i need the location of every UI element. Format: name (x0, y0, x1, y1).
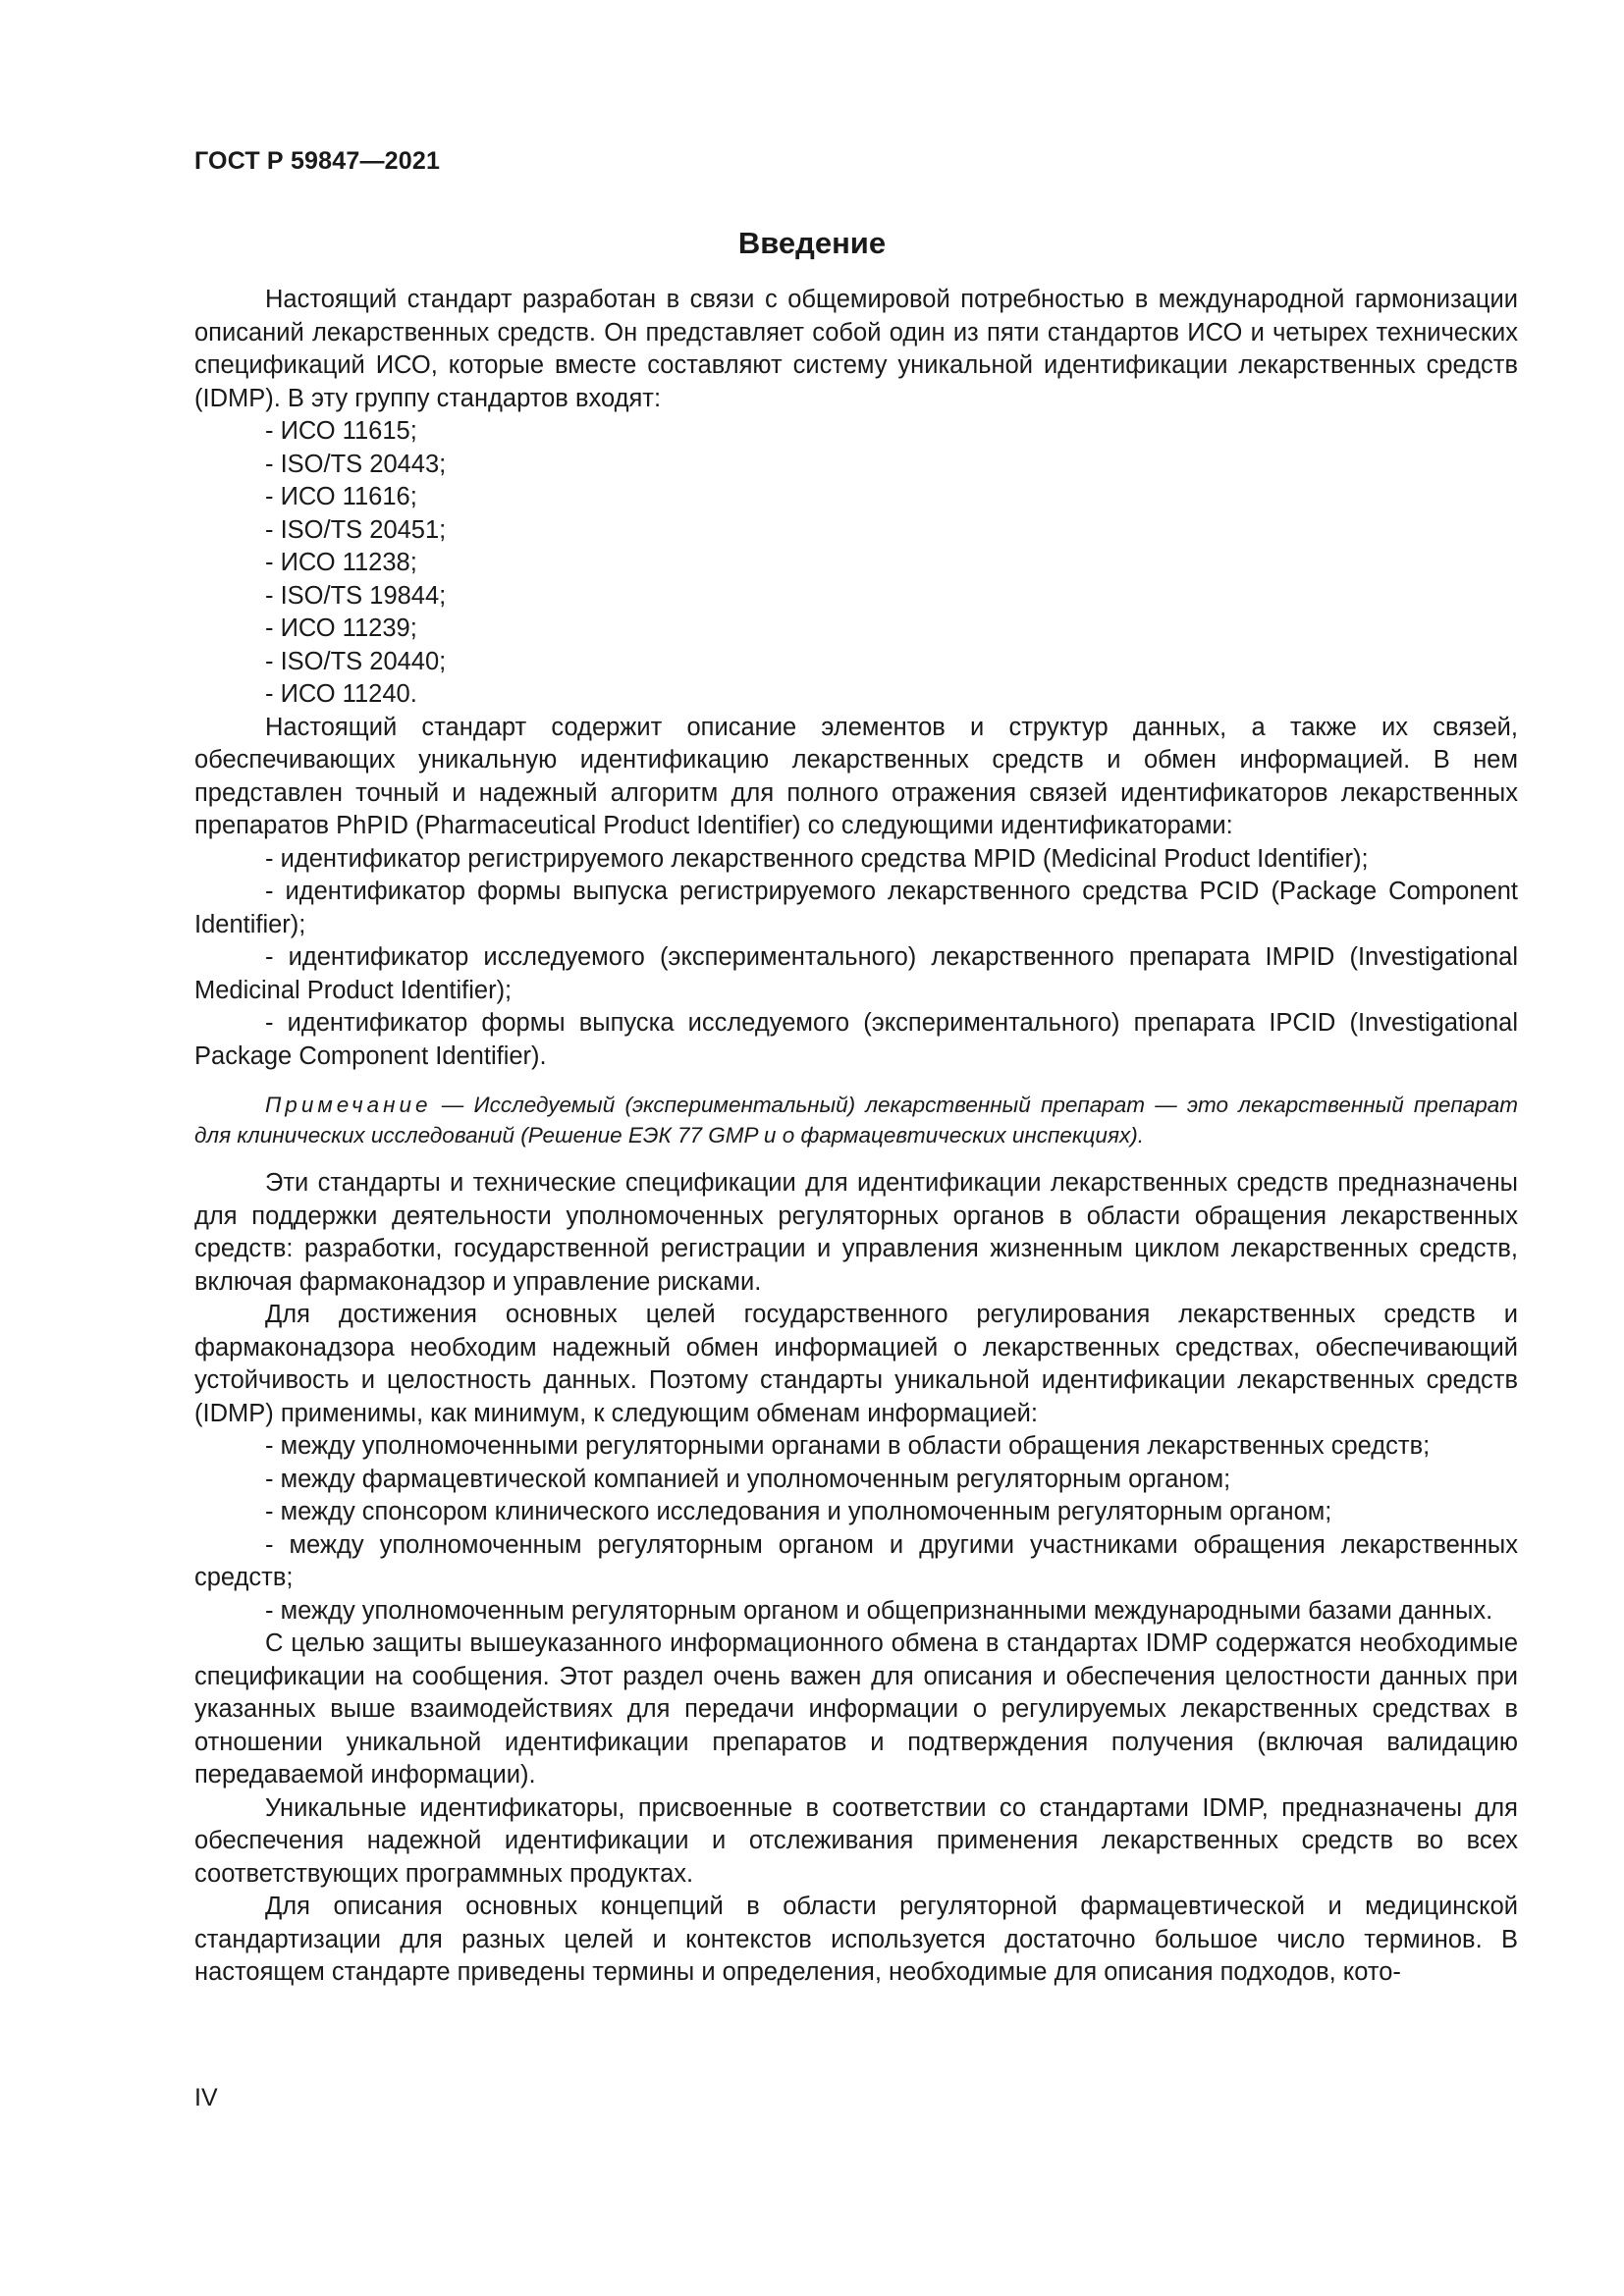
list-item: - идентификатор регистрируемого лекарственного средства MPID (Medicinal Product Identifier); (265, 844, 1369, 873)
document-header: ГОСТ Р 59847—2021 (194, 147, 441, 175)
paragraph: Для достижения основных целей государственного регулирования лекарственных средств и фармаконадзора необходим надежный обмен информацией о лекарственных средствах, обеспечивающий устойчивость и целостность данных. Поэтому стандарты уникальной идентификации лекарственных средств (IDMP) применимы, как минимум, к следующим обменам информацией: (194, 1301, 1518, 1427)
paragraph: С целью защиты вышеуказанного информационного обмена в стандартах IDMP содержатся необходимые спецификации на сообщения. Этот раздел очень важен для описания и обеспечения целостности данных при указанных выше взаимодействиях для передачи информации о регулируемых лекарственных средствах в отношении уникальной идентификации препаратов и подтверждения получения (включая валидацию передаваемой информации). (194, 1629, 1518, 1789)
list-item: - ISO/TS 19844; (265, 581, 447, 610)
note (194, 1090, 1518, 1150)
list-item: - ISO/TS 20440; (265, 647, 447, 675)
list-item: - ИСО 11240. (265, 680, 417, 708)
note-label: Примечание (265, 1093, 432, 1117)
standards-list (194, 415, 1518, 712)
document-body (194, 284, 1518, 1990)
section-title: Введение (737, 226, 887, 260)
page-number: IV (194, 2084, 218, 2111)
list-item: - между фармацевтической компанией и уполномоченным регуляторным органом; (265, 1465, 1231, 1493)
paragraph: Эти стандарты и технические спецификации для идентификации лекарственных средств предназначены для поддержки деятельности уполномоченных регуляторных органов в области обращения лекарственных средств: разработки, государственной регистрации и управления жизненным циклом лекарственных средств, включая фармаконадзор и управление рисками. (194, 1169, 1518, 1296)
list-item: - ISO/TS 20451; (265, 515, 447, 544)
intro-paragraph-2: Настоящий стандарт содержит описание элементов и структур данных, а также их связей, обеспечивающих уникальную идентификацию лекарственных средств и обмен информацией. В нем представлен точный и надежный алгоритм для полного отражения связей идентификаторов лекарственных препаратов PhPID (Pharmaceutical Product Identifier) со следующими идентификаторами: (194, 713, 1518, 839)
list-item: - идентификатор исследуемого (экспериментального) лекарственного препарата IMPID (Investigational Medicinal Product Identifier); (194, 943, 1518, 1004)
note-text: — Исследуемый (экспериментальный) лекарственный препарат — это лекарственный препарат для клинических исследований (Решение ЕЭК 77 GMP и о фармацевтических инспекциях). (194, 1093, 1518, 1148)
list-item: - ИСО 11239; (265, 614, 417, 642)
identifiers-list (194, 843, 1518, 1074)
list-item: - ИСО 11238; (265, 549, 417, 576)
paragraph: Для описания основных концепций в области регуляторной фармацевтической и медицинской стандартизации для разных целей и контекстов используется достаточно большое число терминов. В настоящем стандарте приведены термины и определения, необходимые для описания подходов, кото- (194, 1893, 1518, 1986)
list-item: - идентификатор формы выпуска исследуемого (экспериментального) препарата IPCID (Investigational Package Component Identifier). (194, 1009, 1518, 1070)
list-item: - между уполномоченными регуляторными органами в области обращения лекарственных средств; (265, 1432, 1431, 1460)
list-item: - между уполномоченным регуляторным органом и общепризнанными международными базами данных. (265, 1596, 1493, 1625)
exchanges-list (194, 1430, 1518, 1628)
list-item: - ИСО 11616; (265, 483, 417, 510)
list-item: - идентификатор формы выпуска регистрируемого лекарственного средства PCID (Package Component Identifier); (194, 878, 1518, 938)
paragraph: Уникальные идентификаторы, присвоенные в соответствии со стандартами IDMP, предназначены для обеспечения надежной идентификации и отслеживания применения лекарственных средств во всех соответствующих программных продуктах. (194, 1793, 1518, 1888)
list-item: - между спонсором клинического исследования и уполномоченным регуляторным органом; (265, 1498, 1332, 1525)
list-item: - ISO/TS 20443; (265, 450, 447, 478)
list-item: - между уполномоченным регуляторным органом и другими участниками обращения лекарственных средств; (194, 1530, 1518, 1591)
list-item: - ИСО 11615; (265, 417, 417, 445)
intro-paragraph-1: Настоящий стандарт разработан в связи с общемировой потребностью в международной гармонизации описаний лекарственных средств. Он представляет собой один из пяти стандартов ИСО и четырех технических спецификаций ИСО, которые вместе составляют систему уникальной идентификации лекарственных средств (IDMP). В эту группу стандартов входят: (194, 286, 1518, 412)
